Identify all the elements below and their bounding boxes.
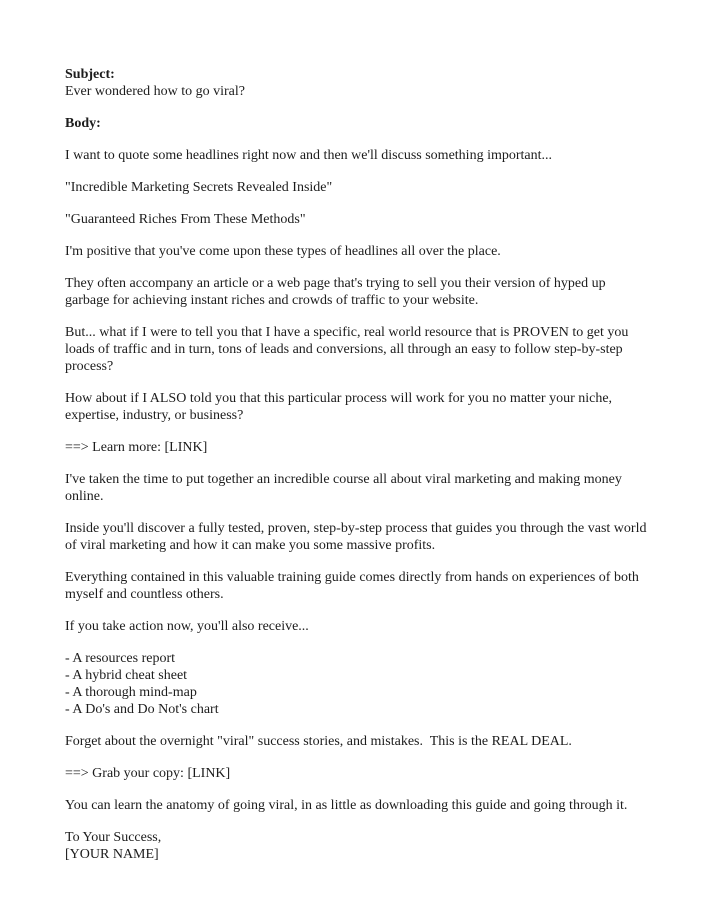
- subject-line: Ever wondered how to go viral?: [65, 84, 245, 99]
- paragraph-quoted-headline-1: "Incredible Marketing Secrets Revealed Inside": [65, 180, 333, 195]
- paragraph-hyped-garbage: They often accompany an article or a web page that's trying to sell you their version of hyped up garbage for achieving instant riches and crowds of traffic to your website.: [65, 276, 610, 308]
- paragraph-quoted-headline-2: "Guaranteed Riches From These Methods": [65, 212, 306, 227]
- signature-block: [65, 829, 650, 863]
- paragraph-any-niche: How about if I ALSO told you that this particular process will work for you no matter your niche, expertise, industry, or business?: [65, 391, 616, 423]
- signature-line: To Your Success,: [65, 830, 162, 845]
- paragraph-anatomy: You can learn the anatomy of going viral, in as little as downloading this guide and going through it.: [65, 798, 628, 813]
- paragraph-positive: I'm positive that you've come upon these types of headlines all over the place.: [65, 244, 501, 259]
- paragraph-incredible-course: I've taken the time to put together an incredible course all about viral marketing and making money online.: [65, 472, 626, 504]
- paragraph-take-action: If you take action now, you'll also receive...: [65, 619, 309, 634]
- subject-label: Subject:: [65, 67, 115, 82]
- bonus-item-dos-donts-chart: - A Do's and Do Not's chart: [65, 702, 219, 717]
- signature-name-placeholder: [YOUR NAME]: [65, 847, 159, 862]
- learn-more-cta: ==> Learn more: [LINK]: [65, 440, 208, 455]
- paragraph-hands-on: Everything contained in this valuable training guide comes directly from hands on experiences of both myself and countless others.: [65, 570, 643, 602]
- paragraph-intro-headlines: I want to quote some headlines right now and then we'll discuss something important...: [65, 148, 552, 163]
- body-label: Body:: [65, 116, 101, 131]
- bonus-item-cheat-sheet: - A hybrid cheat sheet: [65, 668, 188, 683]
- grab-copy-cta: ==> Grab your copy: [LINK]: [65, 766, 231, 781]
- bonus-item-resources-report: - A resources report: [65, 651, 176, 666]
- paragraph-inside-discover: Inside you'll discover a fully tested, proven, step-by-step process that guides you through the vast world of viral marketing and how it can make you some massive profits.: [65, 521, 650, 553]
- paragraph-proven-resource: But... what if I were to tell you that I have a specific, real world resource that is PROVEN to get you loads of traffic and in turn, tons of leads and conversions, all through an easy to follow step-by-step process?: [65, 325, 632, 374]
- bonus-item-mind-map: - A thorough mind-map: [65, 685, 197, 700]
- bonus-list: [65, 650, 650, 718]
- paragraph-real-deal: Forget about the overnight "viral" success stories, and mistakes. This is the REAL DEAL.: [65, 734, 572, 749]
